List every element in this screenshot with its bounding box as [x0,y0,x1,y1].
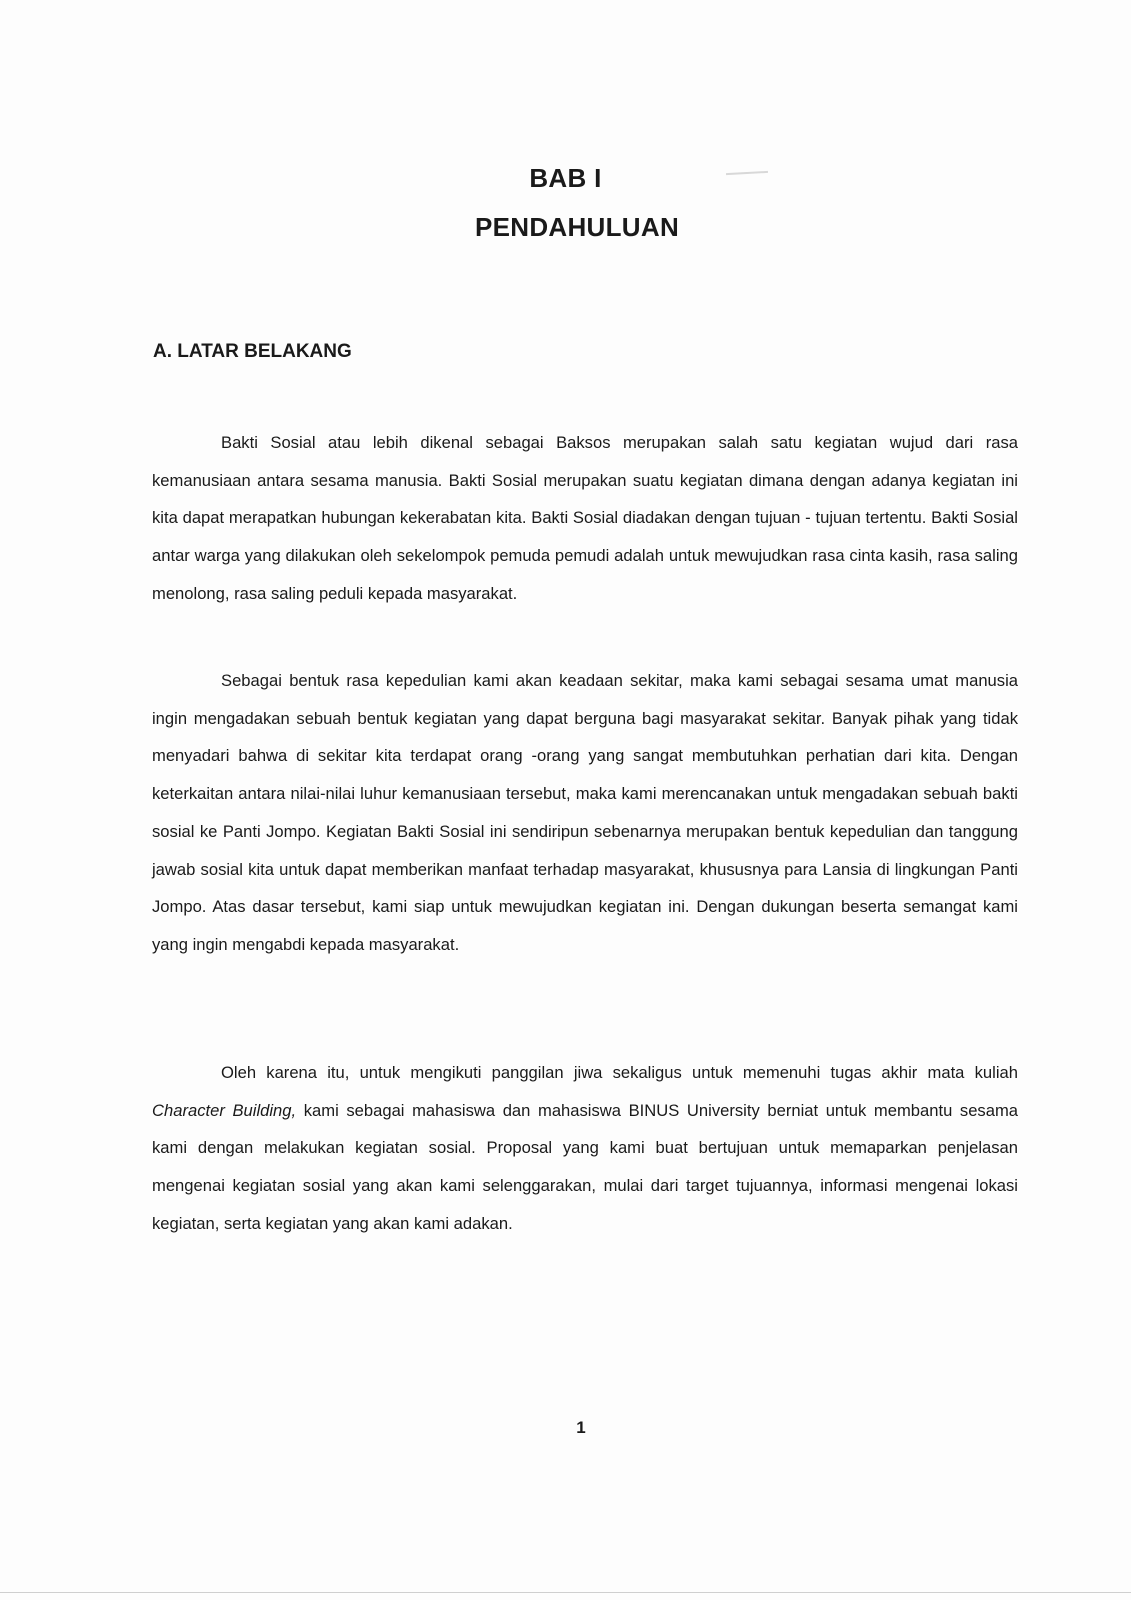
section-heading: A. LATAR BELAKANG [153,341,352,362]
page-number: 1 [576,1418,586,1437]
paragraph-3-text-after: kami sebagai mahasiswa dan mahasiswa BINUS University berniat untuk membantu sesama kami dengan melakukan kegiatan sosial. Proposal yang kami buat bertujuan untuk memaparkan penjelasan mengenai kegiatan sosial yang akan kami selenggarakan, mulai dari target tujuannya, informasi mengenai lokasi kegiatan, serta kegiatan yang akan kami adakan. [152,1100,1019,1233]
paragraph-3-text-before: Oleh karena itu, untuk mengikuti panggilan jiwa sekaligus untuk memenuhi tugas akhir mata kuliah [221,1063,1018,1082]
chapter-title: PENDAHULUAN [474,212,680,242]
paragraph-3 [152,1054,1018,1243]
paragraph-2: Sebagai bentuk rasa kepedulian kami akan keadaan sekitar, maka kami sebagai sesama umat manusia ingin mengadakan sebuah bentuk kegiatan yang dapat berguna bagi masyarakat sekitar. Banyak pihak yang tidak menyadari bahwa di sekitar kita terdapat orang -orang yang sangat membutuhkan perhatian dari kita. Dengan keterkaitan antara nilai-nilai luhur kemanusiaan tersebut, maka kami merencanakan untuk mengadakan sebuah bakti sosial ke Panti Jompo. Kegiatan Bakti Sosial ini sendiripun sebenarnya merupakan bentuk kepedulian dan tanggung jawab sosial kita untuk dapat memberikan manfaat terhadap masyarakat, khususnya para Lansia di lingkungan Panti Jompo. Atas dasar tersebut, kami siap untuk mewujudkan kegiatan ini. Dengan dukungan beserta semangat kami yang ingin mengabdi kepada masyarakat. [152,671,1018,954]
chapter-number: BAB I [529,163,602,193]
scan-edge-line [0,1592,1131,1593]
paragraph-1: Bakti Sosial atau lebih dikenal sebagai Baksos merupakan salah satu kegiatan wujud dari rasa kemanusiaan antara sesama manusia. Bakti Sosial merupakan suatu kegiatan dimana dengan adanya kegiatan ini kita dapat merapatkan hubungan kekerabatan kita. Bakti Sosial diadakan dengan tujuan - tujuan tertentu. Bakti Sosial antar warga yang dilakukan oleh sekelompok pemuda pemudi adalah untuk mewujudkan rasa cinta kasih, rasa saling menolong, rasa saling peduli kepada masyarakat. [152,433,1018,603]
course-name-emphasis: Character Building, [152,1100,297,1120]
